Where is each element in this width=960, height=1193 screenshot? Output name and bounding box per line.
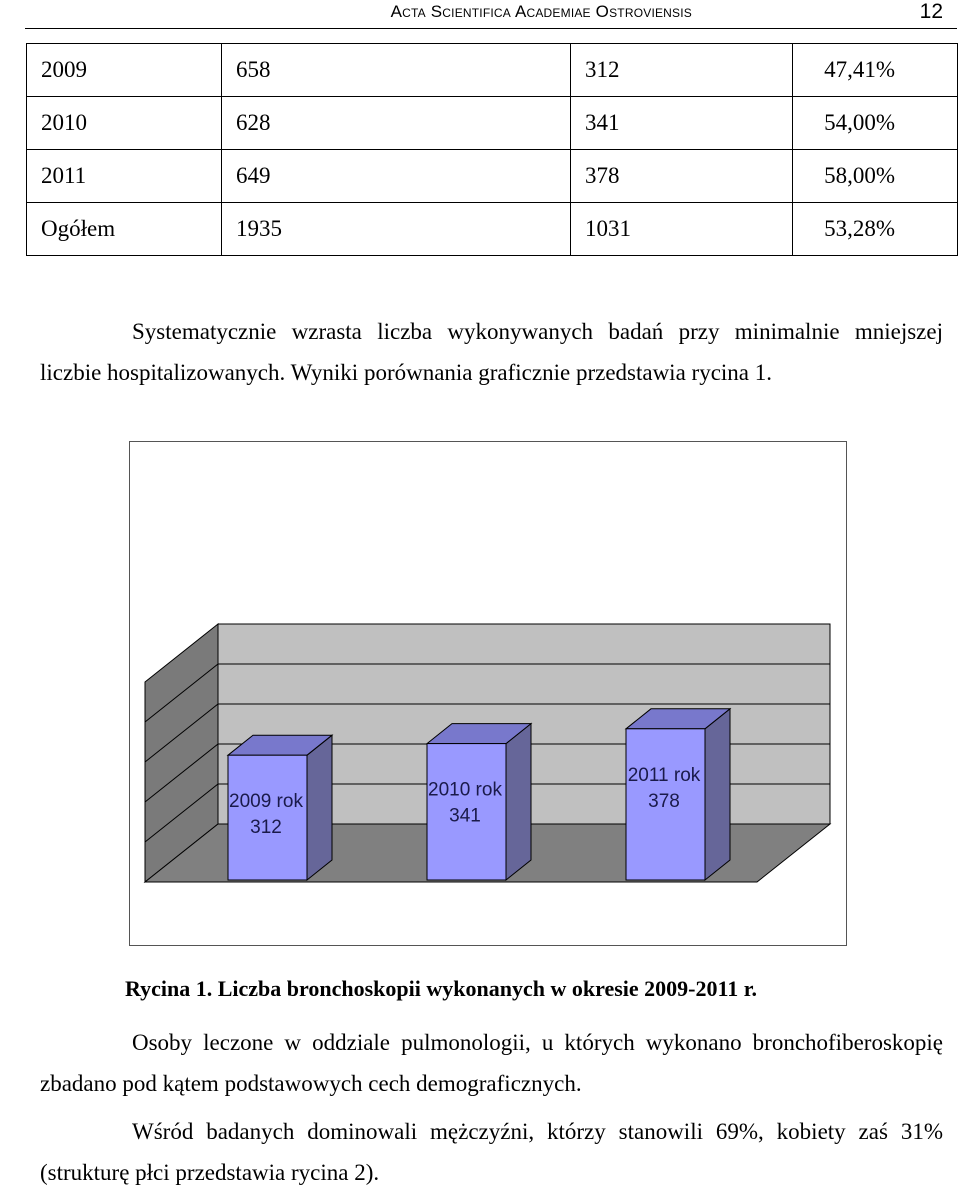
table-cell: 47,41%: [793, 44, 958, 97]
table-cell: 2009: [27, 44, 222, 97]
bar-label-category: 2010 rok: [428, 779, 502, 801]
table-cell: 2011: [27, 150, 222, 203]
data-table: [26, 43, 958, 256]
table-row: [27, 203, 958, 256]
table-cell: 658: [222, 44, 571, 97]
table-cell: 53,28%: [793, 203, 958, 256]
paragraph-text: Wśród badanych dominowali mężczyźni, którzy stanowili 69%, kobiety zaś 31% (strukturę płci przedstawia rycina 2).: [40, 1119, 943, 1185]
bar-label-value: 312: [250, 817, 282, 839]
page-number: 12: [919, 0, 943, 23]
chart-svg: [130, 442, 846, 945]
table-row: [27, 44, 958, 97]
table-cell: 341: [571, 97, 793, 150]
figure-caption: Rycina 1. Liczba bronchoskopii wykonanych w okresie 2009-2011 r.: [125, 976, 758, 1001]
table-cell: 2010: [27, 97, 222, 150]
table-cell: 54,00%: [793, 97, 958, 150]
bar-chart: [129, 441, 847, 946]
table-cell: 58,00%: [793, 150, 958, 203]
table-cell: 628: [222, 97, 571, 150]
paragraph: [40, 1111, 943, 1193]
table-cell: 1935: [222, 203, 571, 256]
table-cell: 1031: [571, 203, 793, 256]
table-cell: 378: [571, 150, 793, 203]
paragraph-text: Osoby leczone w oddziale pulmonologii, u których wykonano bronchofiberoskopię zbadano pod kątem podstawowych cech demograficznych.: [40, 1030, 943, 1096]
table-cell: Ogółem: [27, 203, 222, 256]
table-cell: 649: [222, 150, 571, 203]
bar-label-category: 2011 rok: [627, 764, 701, 786]
bar-label-category: 2009 rok: [229, 791, 303, 813]
paragraph-text: Systematycznie wzrasta liczba wykonywanych badań przy minimalnie mniejszej liczbie hospitalizowanych. Wyniki porównania graficznie przedstawia rycina 1.: [40, 319, 943, 385]
page-header: [25, 0, 957, 29]
table-row: [27, 97, 958, 150]
bar-label-value: 341: [449, 805, 481, 827]
bar-side: [705, 709, 730, 880]
journal-title: Acta Scientifica Academiae Ostroviensis: [390, 2, 692, 21]
bar-side: [506, 724, 531, 880]
table-row: [27, 150, 958, 203]
paragraph: [40, 1022, 943, 1104]
bar-label-value: 378: [648, 790, 680, 812]
table-cell: 312: [571, 44, 793, 97]
bar-side: [307, 735, 332, 880]
paragraph: [40, 311, 943, 393]
